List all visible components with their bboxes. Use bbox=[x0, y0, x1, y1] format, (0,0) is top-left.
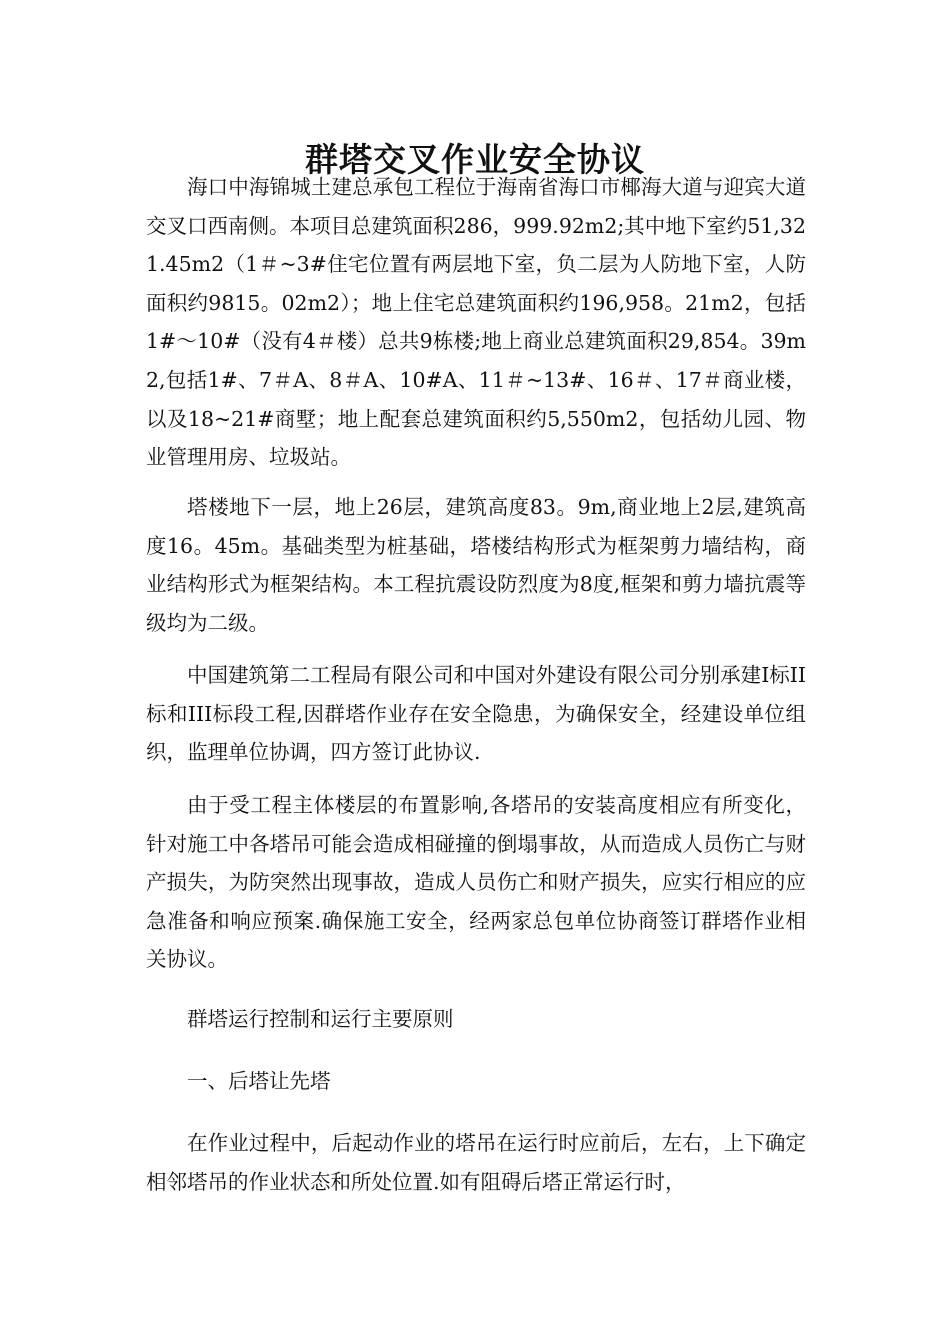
paragraph-project-overview: 海口中海锦城土建总承包工程位于海南省海口市椰海大道与迎宾大道交叉口西南侧。本项目总建筑面积286，999.92m2;其中地下室约51,321.45m2（1＃~3#住宅位置有两层地下室，负二层为人防地下室，人防面积约9815。02m2）；地上住宅总建筑面积约196,958。21m2，包括1#～10#（没有4＃楼）总共9栋楼;地上商业总建筑面积29,854。39m2,包括1#、7＃A、8＃A、10#A、11＃~13#、16＃、17＃商业楼，以及18~21#商墅；地上配套总建筑面积约5,550m2，包括幼儿园、物业管理用房、垃圾站。 bbox=[146, 175, 806, 470]
paragraph-purpose: 由于受工程主体楼层的布置影响,各塔吊的安装高度相应有所变化，针对施工中各塔吊可能会造成相碰撞的倒塌事故，从而造成人员伤亡与财产损失，为防突然出现事故，造成人员伤亡和财产损失，应实行相应的应急准备和响应预案.确保施工安全，经两家总包单位协商签订群塔作业相关协议。 bbox=[146, 793, 806, 972]
paragraph-contractors: 中国建筑第二工程局有限公司和中国对外建设有限公司分别承建I标II标和III标段工程,因群塔作业存在安全隐患，为确保安全，经建设单位组织，监理单位协调，四方签订此协议. bbox=[146, 663, 806, 765]
paragraph-rule-one: 在作业过程中，后起动作业的塔吊在运行时应前后，左右，上下确定相邻塔吊的作业状态和所处位置.如有阻碍后塔正常运行时， bbox=[146, 1131, 806, 1194]
paragraph-structure: 塔楼地下一层，地上26层，建筑高度83。9m,商业地上2层,建筑高度16。45m。基础类型为桩基础，塔楼结构形式为框架剪力墙结构，商业结构形式为框架结构。本工程抗震设防烈度为8度,框架和剪力墙抗震等级均为二级。 bbox=[146, 495, 806, 635]
section-heading-principles: 群塔运行控制和运行主要原则 bbox=[187, 1007, 454, 1031]
subheading-rule-one: 一、后塔让先塔 bbox=[187, 1069, 331, 1093]
document-title: 群塔交叉作业安全协议 bbox=[305, 140, 645, 180]
